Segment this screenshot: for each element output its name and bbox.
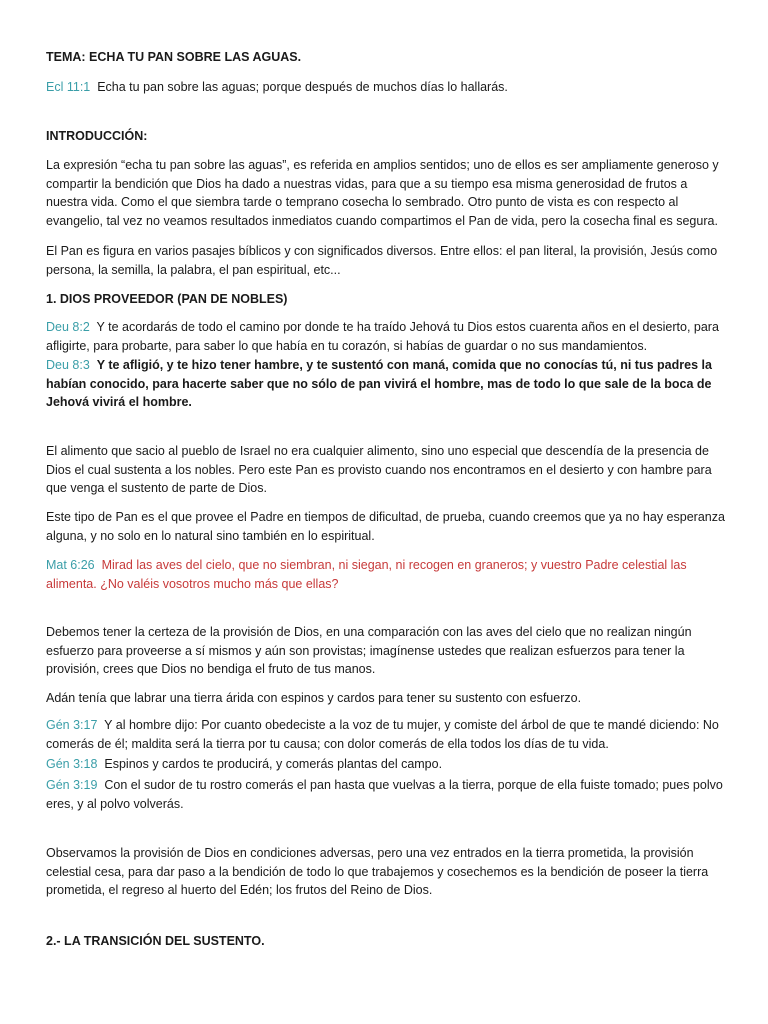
verse-ecl-11-1 (46, 78, 728, 97)
verse-text: Espinos y cardos te producirá, y comerás plantas del campo. (104, 757, 443, 771)
section-heading-2: 2.- LA TRANSICIÓN DEL SUSTENTO. (46, 934, 265, 948)
verse-gen-3-18 (46, 755, 728, 774)
section-heading-1: 1. DIOS PROVEEDOR (PAN DE NOBLES) (46, 292, 288, 306)
verse-mat-6-26 (46, 556, 728, 593)
verse-reference: Gén 3:18 (46, 757, 98, 771)
verse-text: Mirad las aves del cielo, que no siembran, ni siegan, ni recogen en graneros; y vuestro Padre celestial las alimenta. ¿No valéis vosotros mucho más que ellas? (46, 558, 687, 591)
paragraph-tipo-de-pan: Este tipo de Pan es el que provee el Padre en tiempos de dificultad, de prueba, cuando creemos que ya no hay esperanza alguna, y no solo en lo natural sino también en lo espiritual. (46, 510, 725, 543)
paragraph-alimento: El alimento que sacio al pueblo de Israel no era cualquier alimento, sino uno especial que descendía de la presencia de Dios el cual sustenta a los nobles. Pero este Pan es provisto cuando nos encontramos en el desierto y con hambre para que venga el sustento de parte de Dios. (46, 444, 712, 495)
intro-heading: INTRODUCCIÓN: (46, 129, 148, 143)
paragraph-pan-figura: El Pan es figura en varios pasajes bíblicos y con significados diversos. Entre ellos: el pan literal, la provisión, Jesús como persona, la semilla, la palabra, el pan espiritual, etc... (46, 244, 718, 277)
verse-reference: Mat 6:26 (46, 558, 95, 572)
paragraph-observamos: Observamos la provisión de Dios en condiciones adversas, pero una vez entrados en la tierra prometida, la provisión celestial cesa, para dar paso a la bendición de todo lo que trabajemos y cosechemos es la bendición de poseer la tierra prometida, el regreso al huerto del Edén; los frutos del Reino de Dios. (46, 846, 709, 897)
verse-text: Y te acordarás de todo el camino por donde te ha traído Jehová tu Dios estos cuarenta años en el desierto, para afligirte, para probarte, para saber lo que había en tu corazón, si habías de guardar o no sus mandamientos. (46, 320, 719, 353)
document-title: TEMA: ECHA TU PAN SOBRE LAS AGUAS. (46, 50, 302, 64)
verse-text: Y al hombre dijo: Por cuanto obedeciste a la voz de tu mujer, y comiste del árbol de que te mandé diciendo: No comerás de él; maldita será la tierra por tu causa; con dolor comerás de ella todos los días de tu vida. (46, 718, 719, 751)
verse-text: Con el sudor de tu rostro comerás el pan hasta que vuelvas a la tierra, porque de ella fuiste tomado; pues polvo eres, y al polvo volverás. (46, 778, 723, 811)
verse-gen-3-19 (46, 776, 728, 813)
verse-deu-8-3 (46, 356, 728, 412)
paragraph-certeza: Debemos tener la certeza de la provisión de Dios, en una comparación con las aves del cielo que no realizan ningún esfuerzo para proveerse a sí mismos y aún son provistas; imagínense ustedes que realizan esfuerzos para tener la provisión, crees que Dios no bendiga el fruto de tus manos. (46, 625, 692, 676)
paragraph-intro: La expresión “echa tu pan sobre las aguas”, es referida en amplios sentidos; uno de ellos es ser ampliamente generoso y compartir la bendición que Dios ha dado a nuestras vidas, para que a su tiempo esa misma generosidad de frutos a nuestra vida. Como el que siembra tarde o temprano cosecha lo sembrado. Otro punto de vista es con respecto al evangelio, tal vez no veamos resultados inmediatos cuando compartimos el Pan de vida, pero la cosecha final es segura. (46, 158, 719, 228)
verse-reference: Deu 8:3 (46, 358, 90, 372)
verse-reference: Ecl 11:1 (46, 80, 91, 94)
verse-reference: Gén 3:19 (46, 778, 98, 792)
verse-reference: Gén 3:17 (46, 718, 98, 732)
verse-text: Echa tu pan sobre las aguas; porque después de muchos días lo hallarás. (97, 80, 508, 94)
verse-deu-8-2 (46, 318, 728, 355)
verse-reference: Deu 8:2 (46, 320, 90, 334)
paragraph-adan: Adán tenía que labrar una tierra árida con espinos y cardos para tener su sustento con esfuerzo. (46, 691, 582, 705)
verse-text: Y te afligió, y te hizo tener hambre, y te sustentó con maná, comida que no conocías tú, ni tus padres la habían conocido, para hacerte saber que no sólo de pan vivirá el hombre, mas de todo lo que sale de la boca de Jehová vivirá el hombre. (46, 358, 712, 409)
verse-gen-3-17 (46, 716, 728, 753)
